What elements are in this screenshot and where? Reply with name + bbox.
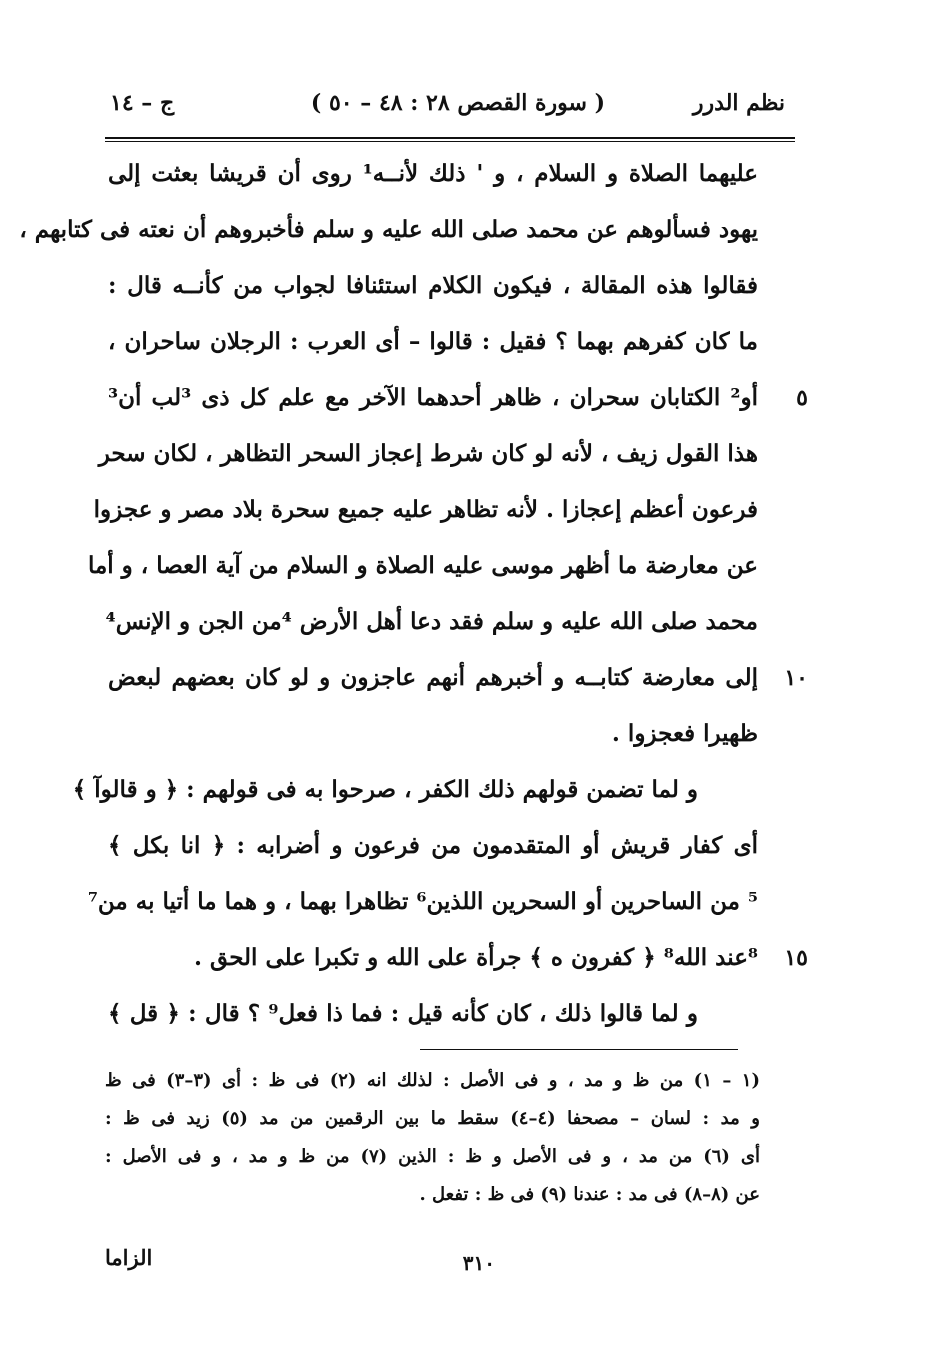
page-footer [105,1245,795,1285]
text-line: ⁵ من الساحرين أو السحرين اللذين⁶ تظاهرا بهما ، و هما ما أتيا به من⁷ [87,888,758,915]
printer-signature: الزاما [105,1245,153,1270]
running-header [110,82,785,122]
text-line: ما كان كفرهم بهما ؟ فقيل : قالوا – أى العرب : الرجلان ساحران ، [108,328,758,355]
text-line: و لما تضمن قولهم ذلك الكفر ، صرحوا به فى قولهم : ﴿ و قالوآ ﴾ [72,776,698,803]
header-rule-thin [105,141,795,142]
volume-number: ج – ١٤ [110,90,175,116]
footnote-line: (١ – ١) من ظ و مد ، و فى الأصل : لذلك انه (٢) فى ظ : أى (٣–٣) فى ظ [105,1070,760,1091]
text-line: فرعون أعظم إعجازا . لأنه تظاهر عليه جميع سحرة بلاد مصر و عجزوا [93,496,758,523]
footnote-rule [420,1049,738,1050]
text-line: و لما قالوا ذلك ، كان كأنه قيل : فما ذا فعل⁹ ؟ قال : ﴿ قل ﴾ [108,1000,698,1027]
footnotes [105,1062,760,1214]
text-line: عليهما الصلاة و السلام ، و ' ذلك لأنــه¹ روى أن قريشا بعثت إلى [108,160,758,187]
text-line: فقالوا هذه المقالة ، فيكون الكلام استئنافا لجواب من كأنــه قال : [108,272,758,299]
footnote-line: و مد : لسان – مصحفا (٤–٤) سقط ما بين الرقمين من مد (٥) زيد فى ظ : [105,1108,761,1129]
text-line: إلى معارضة كتابــه و أخبرهم أنهم عاجزون و لو كان بعضهم لبعض ١٠ [108,650,758,706]
header-rule [105,137,795,139]
book-title: نظم الدرر [692,90,785,116]
footnote-line: عن (٨–٨) فى مد : عندنا (٩) فى ظ : تفعل . [419,1184,760,1205]
text-line: ظهيرا فعجزوا . [611,720,758,747]
page-number: ٣١٠ [462,1251,495,1275]
text-line: محمد صلى الله عليه و سلم فقد دعا أهل الأرض ⁴من الجن و الإنس⁴ [105,608,758,635]
line-number: ١٥ [784,945,808,971]
line-number: ٥ [796,385,808,411]
main-text [19,146,808,1042]
text-line: عن معارضة ما أظهر موسى عليه الصلاة و السلام من آية العصا ، و أما [87,552,758,579]
text-line: أو² الكتابان سحران ، ظاهر أحدهما الآخر مع علم كل ذى ³لب أن³ ٥ [108,370,758,426]
line-number: ١٠ [784,665,808,691]
text-line: يهود فسألوهم عن محمد صلى الله عليه و سلم فأخبروهم أن نعته فى كتابهم ، [19,216,758,243]
text-line: هذا القول زيف ، لأنه لو كان شرط إعجاز السحر التظاهر ، لكان سحر [98,440,758,467]
footnote-line: أى (٦) من مد ، و فى الأصل و ظ : الذين (٧) من ظ و مد ، و فى الأصل : [105,1146,761,1167]
text-line: ⁸عند الله⁸ ﴿ كفرون ه ﴾ جرأة على الله و تكبرا على الحق . ١٥ [108,930,758,986]
text-line: أى كفار قريش أو المتقدمون من فرعون و أضرابه : ﴿ انا بكل ﴾ [108,832,758,859]
surah-range: ( سورة القصص ٢٨ : ٤٨ – ٥٠ ) [310,90,605,116]
